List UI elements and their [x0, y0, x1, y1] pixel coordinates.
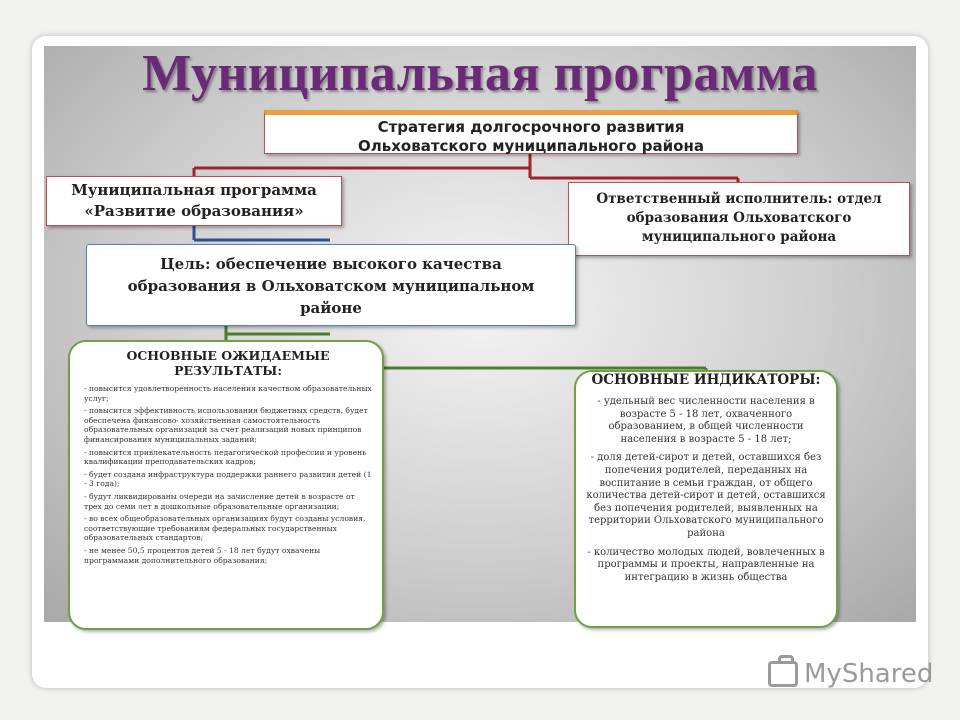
result-item: - повысится эффективность использования бюджетных средств, будет обеспечена финансово- хозяйственная самостоятельность образовательных организаций за счет реализаций новых принципов финансирования муниципальных заданий; [84, 406, 368, 444]
presentation-icon [768, 661, 798, 687]
result-item: - будут ликвидированы очереди на зачисление детей в возрасте от трех до семи лет в дошкольные образовательные организации; [84, 491, 355, 511]
indicator-item: - удельный вес численности населения в возрасте 5 - 18 лет, охваченного образованием, в общей численности населения в возрасте 5 - 18 лет; [597, 396, 815, 445]
strategy-box [264, 110, 798, 154]
watermark-logo [768, 654, 933, 694]
program-box [46, 176, 342, 226]
program-line-1: Муниципальная программа [71, 181, 317, 199]
page-title: Муниципальная программа [142, 45, 818, 102]
result-item: - повысится удовлетворенность населения качеством образовательных услуг; [84, 384, 372, 403]
strategy-line-1: Стратегия долгосрочного развития [377, 118, 685, 136]
program-line-2: «Развитие образования» [84, 202, 304, 220]
indicators-box [574, 370, 838, 628]
executor-line-2: образования Ольховатского [626, 210, 852, 226]
goal-box [86, 244, 576, 326]
result-item: - повысится привлекательность педагогической профессии и уровень квалификации преподавательских кадров; [84, 447, 367, 467]
result-item: - не менее 50,5 процентов детей 5 - 18 лет будут охвачены программами дополнительного образования; [84, 545, 321, 565]
executor-line-1: Ответственный исполнитель: отдел [596, 191, 882, 207]
results-title: ОСНОВНЫЕ ОЖИДАЕМЫЕ РЕЗУЛЬТАТЫ: [126, 348, 330, 378]
strategy-line-2: Ольховатского муниципального района [358, 137, 704, 155]
result-item: - будет создана инфраструктура поддержки раннего развития детей (1 - 3 года); [84, 469, 372, 489]
indicator-item: - количество молодых людей, вовлеченных в программы и проекты, направленные на интеграцию в жизнь общества [587, 546, 825, 583]
results-box [68, 340, 384, 630]
result-item: - во всех общеобразовательных организациях будут созданы условия, соответствующие требованиям федеральных государственных образовательных стандартов; [84, 514, 366, 543]
indicators-title: ОСНОВНЫЕ ИНДИКАТОРЫ: [591, 372, 821, 388]
executor-box [568, 182, 910, 256]
executor-line-3: муниципального района [641, 229, 837, 245]
watermark-text: MyShared [804, 659, 934, 689]
indicator-item: - доля детей-сирот и детей, оставшихся без попечения родителей, переданных на воспитание в семьи граждан, от общего количества детей-сирот и детей, оставшихся без попечения родителей, выявленных на территории Ольховатского муниципального района [586, 452, 826, 539]
goal-text: Цель: обеспечение высокого качества образования в Ольховатском муниципальном районе [127, 255, 535, 317]
